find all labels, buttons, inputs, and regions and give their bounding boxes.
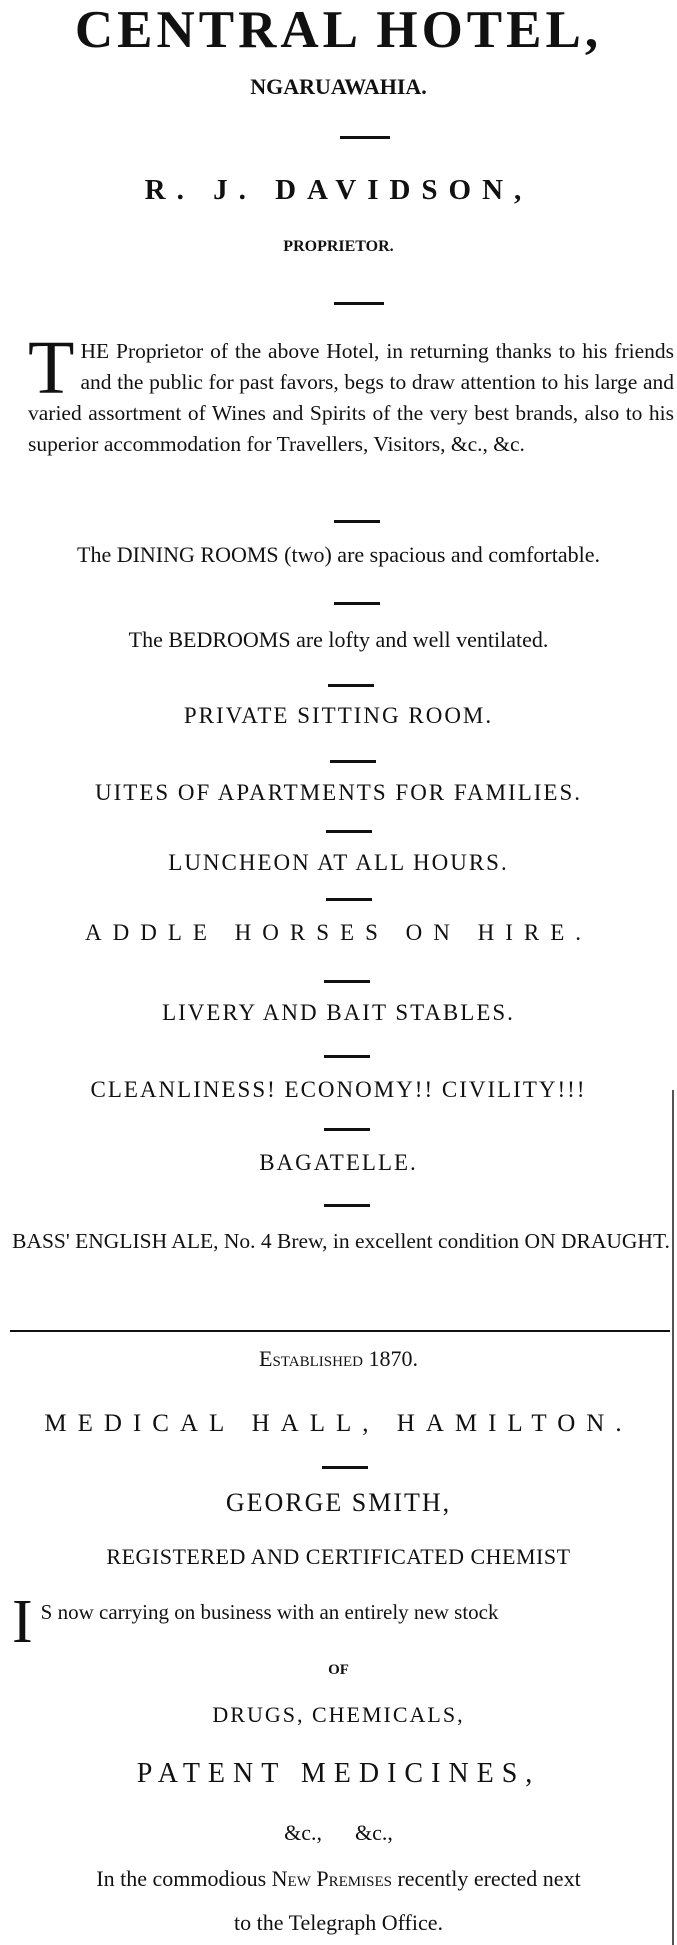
divider xyxy=(328,684,374,687)
drop-cap: I xyxy=(12,1588,33,1656)
divider xyxy=(340,136,390,139)
hotel-title: CENTRAL HOTEL, xyxy=(74,1,603,59)
patent-medicines-line: PATENT MEDICINES, xyxy=(136,1758,541,1789)
new-premises: New Premises xyxy=(271,1866,392,1891)
business-paragraph xyxy=(12,1588,670,1656)
livery-line: LIVERY AND BAIT STABLES. xyxy=(162,1000,515,1025)
dining-rooms-line: The DINING ROOMS (two) are spacious and comfortable. xyxy=(77,542,600,567)
intro-text: HE Proprietor of the above Hotel, in returning thanks to his friends and the public for past favors, begs to draw attention to his large and varied assortment of Wines and Spirits of the very best brands, also to his superior accommodation for Travellers, Visitors, &c., &c. xyxy=(28,339,674,456)
medical-hall-title: MEDICAL HALL, HAMILTON. xyxy=(44,1410,633,1437)
luncheon-line: LUNCHEON AT ALL HOURS. xyxy=(168,850,509,875)
divider xyxy=(324,1055,370,1058)
drop-cap: T xyxy=(28,326,75,410)
divider xyxy=(324,980,370,983)
divider xyxy=(322,1466,368,1469)
suites-line: UITES OF APARTMENTS FOR FAMILIES. xyxy=(95,780,582,805)
bedrooms-line: The BEDROOMS are lofty and well ventilated. xyxy=(128,627,549,652)
drugs-line: DRUGS, CHEMICALS, xyxy=(212,1702,465,1727)
premises-line: In the commodious New Premises recently erected next xyxy=(96,1866,581,1891)
divider xyxy=(334,602,380,605)
divider xyxy=(334,520,380,523)
of-line: OF xyxy=(328,1662,349,1678)
owner-name: GEORGE SMITH, xyxy=(225,1488,452,1517)
divider xyxy=(334,302,384,305)
business-text: S now carrying on business with an entirely new stock xyxy=(40,1600,499,1624)
divider xyxy=(326,830,372,833)
divider xyxy=(324,1204,370,1207)
qualification-line: REGISTERED AND CERTIFICATED CHEMIST xyxy=(106,1544,571,1569)
medical-hall-advert xyxy=(0,1330,677,1945)
etc-line: &c., &c., xyxy=(284,1820,393,1845)
proprietor-title: PROPRIETOR. xyxy=(283,238,394,255)
hotel-location: NGARUAWAHIA. xyxy=(250,74,427,99)
divider xyxy=(326,898,372,901)
intro-paragraph xyxy=(28,326,674,460)
telegraph-line: to the Telegraph Office. xyxy=(233,1910,443,1935)
saddle-horses-line: ADDLE HORSES ON HIRE. xyxy=(85,920,592,945)
divider xyxy=(324,1128,370,1131)
sitting-room-line: PRIVATE SITTING ROOM. xyxy=(183,703,494,728)
proprietor-name: R. J. DAVIDSON, xyxy=(144,174,533,206)
divider xyxy=(330,760,376,763)
bagatelle-line: BAGATELLE. xyxy=(259,1150,418,1175)
established-line: Established 1870. xyxy=(259,1346,418,1371)
motto-line: CLEANLINESS! ECONOMY!! CIVILITY!!! xyxy=(90,1077,587,1102)
ale-paragraph: BASS' ENGLISH ALE, No. 4 Brew, in excellent condition ON DRAUGHT. xyxy=(12,1229,670,1253)
